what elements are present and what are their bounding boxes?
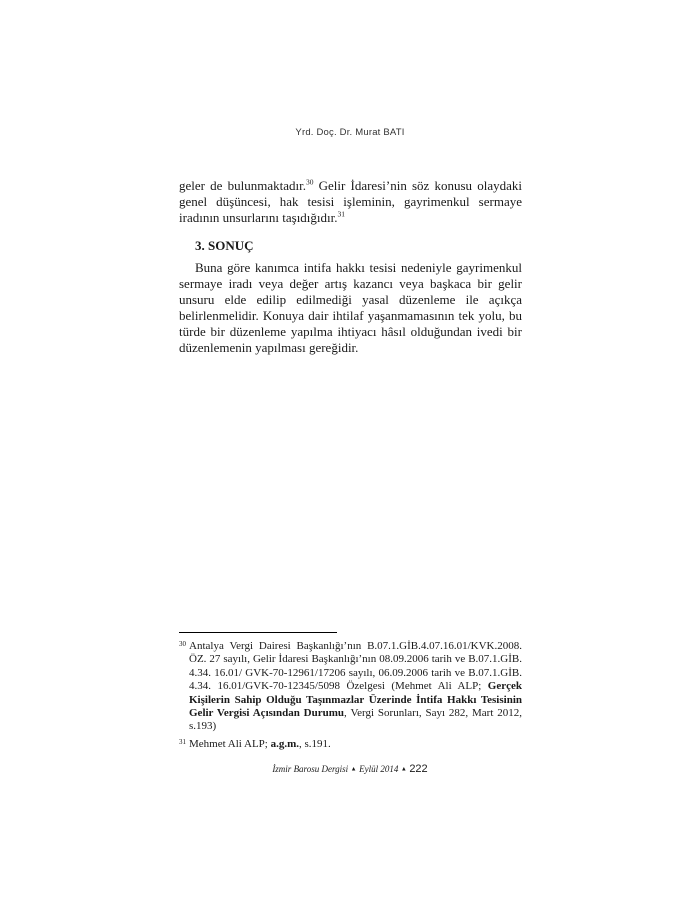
footnote-31 [179,738,522,751]
footnote-text: , s.191. [299,737,331,750]
page-number: 222 [409,763,428,775]
body-text [179,178,522,356]
footnote-text: Antalya Vergi Dairesi Başkanlığı’nın B.07.1.GİB.4.07.16.01/KVK.2008. ÖZ. 27 sayılı, Gelir İdaresi Başkanlığı’nın 08.09.2006 tarih ve B.07.1.GİB. 4.34. 16.01/ GVK-70-12961/17206 sayılı, 06.09.2006 tarih ve B.07.1.GİB. 4.34. 16.01/GVK-70-12345/5098 Özelgesi (Mehmet Ali ALP; [189,640,522,693]
footnote-30 [179,640,522,734]
footnote-ref-31: 31 [337,209,346,219]
footnote-text: Mehmet Ali ALP; [189,737,271,750]
running-header-author: Yrd. Doç. Dr. Murat BATI [295,127,405,138]
triangle-separator-icon: ▲ [350,766,357,773]
footnote-bold-title: Gerçek Kişilerin Sahip Olduğu Taşınmazlar Üzerinde İntifa Hakkı Tesisinin Gelir Vergisi Açısından Durumu [189,680,522,720]
paragraph-1-text-b: Gelir İdaresi’nin söz konusu olaydaki genel düşüncesi, hak tesisi işleminin, gayrimenkul sermaye iradının unsurlarını taşıdığıdır. [179,178,522,225]
footnote-text: , Vergi Sorunları, Sayı 282, Mart 2012, s.193) [189,707,523,733]
page-footer [0,763,700,775]
footnotes [179,640,522,755]
paragraph-2: Buna göre kanımca intifa hakkı tesisi nedeniyle gayrimenkul sermaye iradı veya değer artış kazancı veya başkaca bir gelir unsuru elde edilip edilmediği yasal düzenleme ile açıkça belirlenmelidir. Konuya dair ihtilaf yaşanmamasının tek yolu, bu türde bir düzenleme yapılma ihtiyacı hâsıl olduğundan ivedi bir düzenlemenin yapılması gereğidir. [179,260,522,355]
footnote-bold-title: a.g.m. [270,737,300,750]
footnote-divider [179,632,337,633]
paragraph-1 [179,178,522,226]
section-heading: 3. SONUÇ [195,238,254,253]
footnote-number: 31 [179,737,186,746]
triangle-separator-icon: ▲ [400,766,407,773]
journal-name: İzmir Barosu Dergisi [272,764,349,774]
footnote-number: 30 [179,640,186,648]
paragraph-1-text-a: geler de bulunmaktadır. [179,178,306,193]
footnote-ref-30: 30 [305,177,314,187]
issue-date: Eylül 2014 [359,764,399,774]
